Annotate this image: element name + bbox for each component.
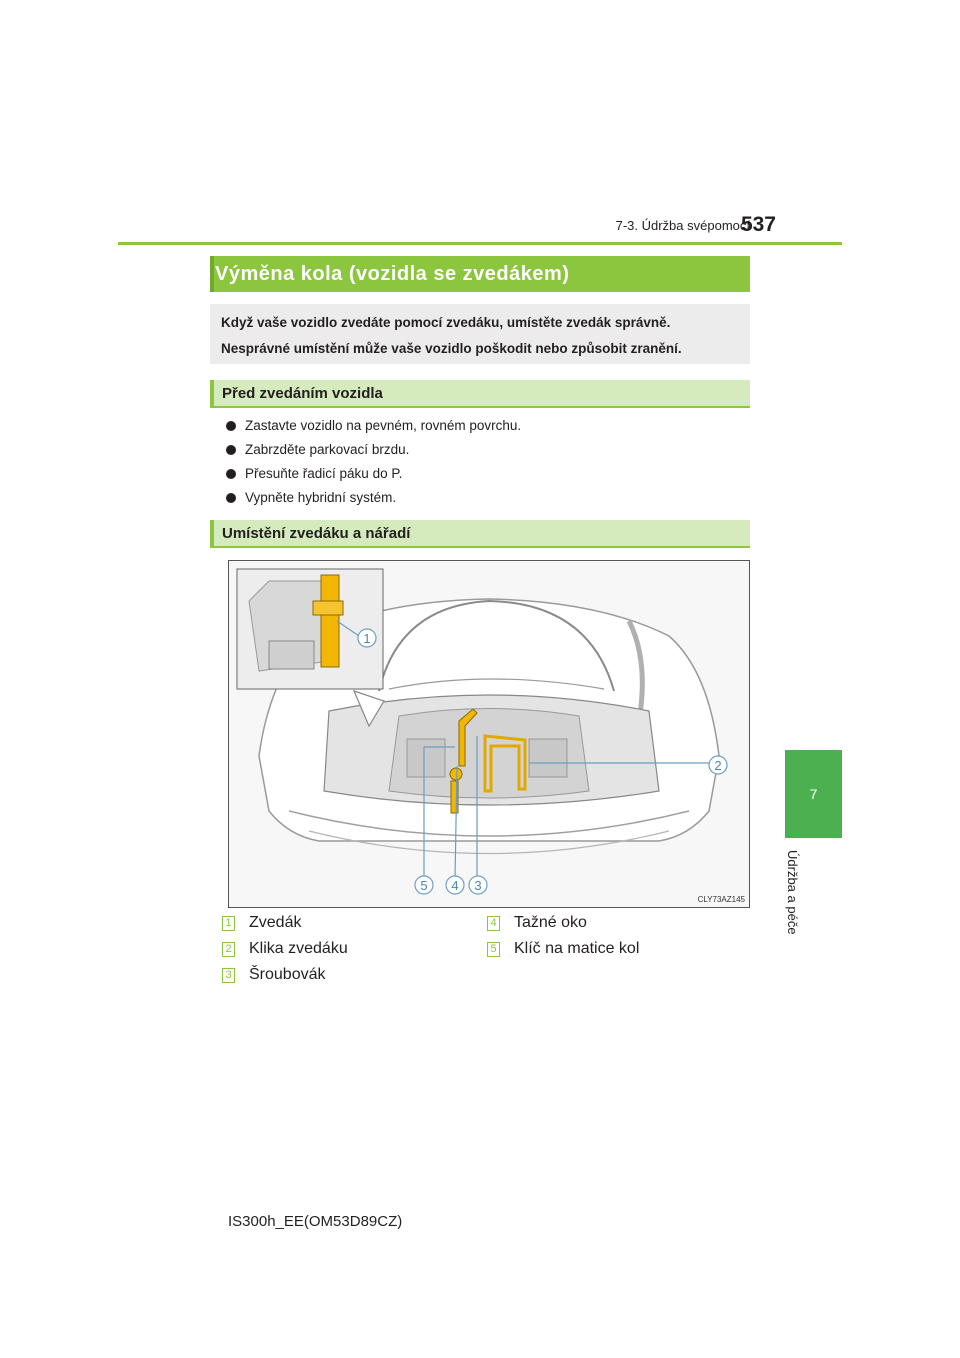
list-item <box>226 462 746 486</box>
list-item <box>226 414 746 438</box>
chapter-number: 7 <box>809 786 818 802</box>
section-heading-jack-location <box>210 520 750 548</box>
legend-item-2 <box>222 940 348 958</box>
legend-item-3 <box>222 966 326 984</box>
page-title-text: Výměna kola (vozidla se zvedákem) <box>215 263 570 285</box>
legend-label: Klíč na matice kol <box>514 940 640 957</box>
list-item-text: Vypněte hybridní systém. <box>245 490 397 505</box>
list-item <box>226 438 746 462</box>
chapter-tab <box>785 750 842 838</box>
bullet-icon <box>226 469 236 479</box>
legend-item-5 <box>487 940 639 958</box>
intro-line-1: Když vaše vozidlo zvedáte pomocí zvedáku, umístěte zvedák správně. <box>221 315 671 330</box>
page-number: 537 <box>740 213 776 236</box>
bullet-icon <box>226 493 236 503</box>
callout-2 <box>709 756 727 774</box>
page-title <box>210 256 750 292</box>
legend-num-box: 5 <box>487 942 500 957</box>
intro-line-2: Nesprávné umístění může vaše vozidlo poškodit nebo způsobit zranění. <box>221 341 682 356</box>
list-item <box>226 486 746 510</box>
legend-item-1 <box>222 914 301 932</box>
list-item-text: Zastavte vozidlo na pevném, rovném povrchu. <box>245 418 522 433</box>
bullet-list <box>226 414 746 510</box>
section-heading-text: Umístění zvedáku a nářadí <box>222 525 411 542</box>
trunk-illustration <box>228 560 750 908</box>
callout-4 <box>446 876 464 894</box>
header-rule <box>118 242 842 245</box>
callout-5-label: 5 <box>420 878 428 893</box>
callout-5 <box>415 876 433 894</box>
legend-label: Klika zvedáku <box>249 940 348 957</box>
legend-label: Zvedák <box>249 914 302 931</box>
list-item-text: Přesuňte řadicí páku do P. <box>245 466 403 481</box>
callout-2-label: 2 <box>714 758 722 773</box>
legend-item-4 <box>487 914 587 932</box>
bullet-icon <box>226 421 236 431</box>
callout-1 <box>358 629 376 647</box>
callout-3 <box>469 876 487 894</box>
section-heading-before-lifting <box>210 380 750 408</box>
intro-box <box>210 304 750 364</box>
callout-1-label: 1 <box>363 631 371 646</box>
legend-num-box: 1 <box>222 916 235 931</box>
figure-code: CLY73AZ145 <box>697 895 745 904</box>
chapter-tab-title <box>785 850 800 935</box>
callout-4-label: 4 <box>451 878 459 893</box>
header-section-title: 7-3. Údržba svépomocí <box>615 218 750 233</box>
legend-label: Tažné oko <box>514 914 587 931</box>
footer-model-code: IS300h_EE(OM53D89CZ) <box>228 1213 403 1230</box>
callout-3-label: 3 <box>474 878 482 893</box>
callout-markers <box>229 561 749 907</box>
chapter-title: Údržba a péče <box>785 850 800 935</box>
section-heading-text: Před zvedáním vozidla <box>222 385 383 402</box>
list-item-text: Zabrzděte parkovací brzdu. <box>245 442 410 457</box>
bullet-icon <box>226 445 236 455</box>
legend-num-box: 4 <box>487 916 500 931</box>
legend-num-box: 2 <box>222 942 235 957</box>
legend-label: Šroubovák <box>249 966 326 983</box>
legend-num-box: 3 <box>222 968 235 983</box>
